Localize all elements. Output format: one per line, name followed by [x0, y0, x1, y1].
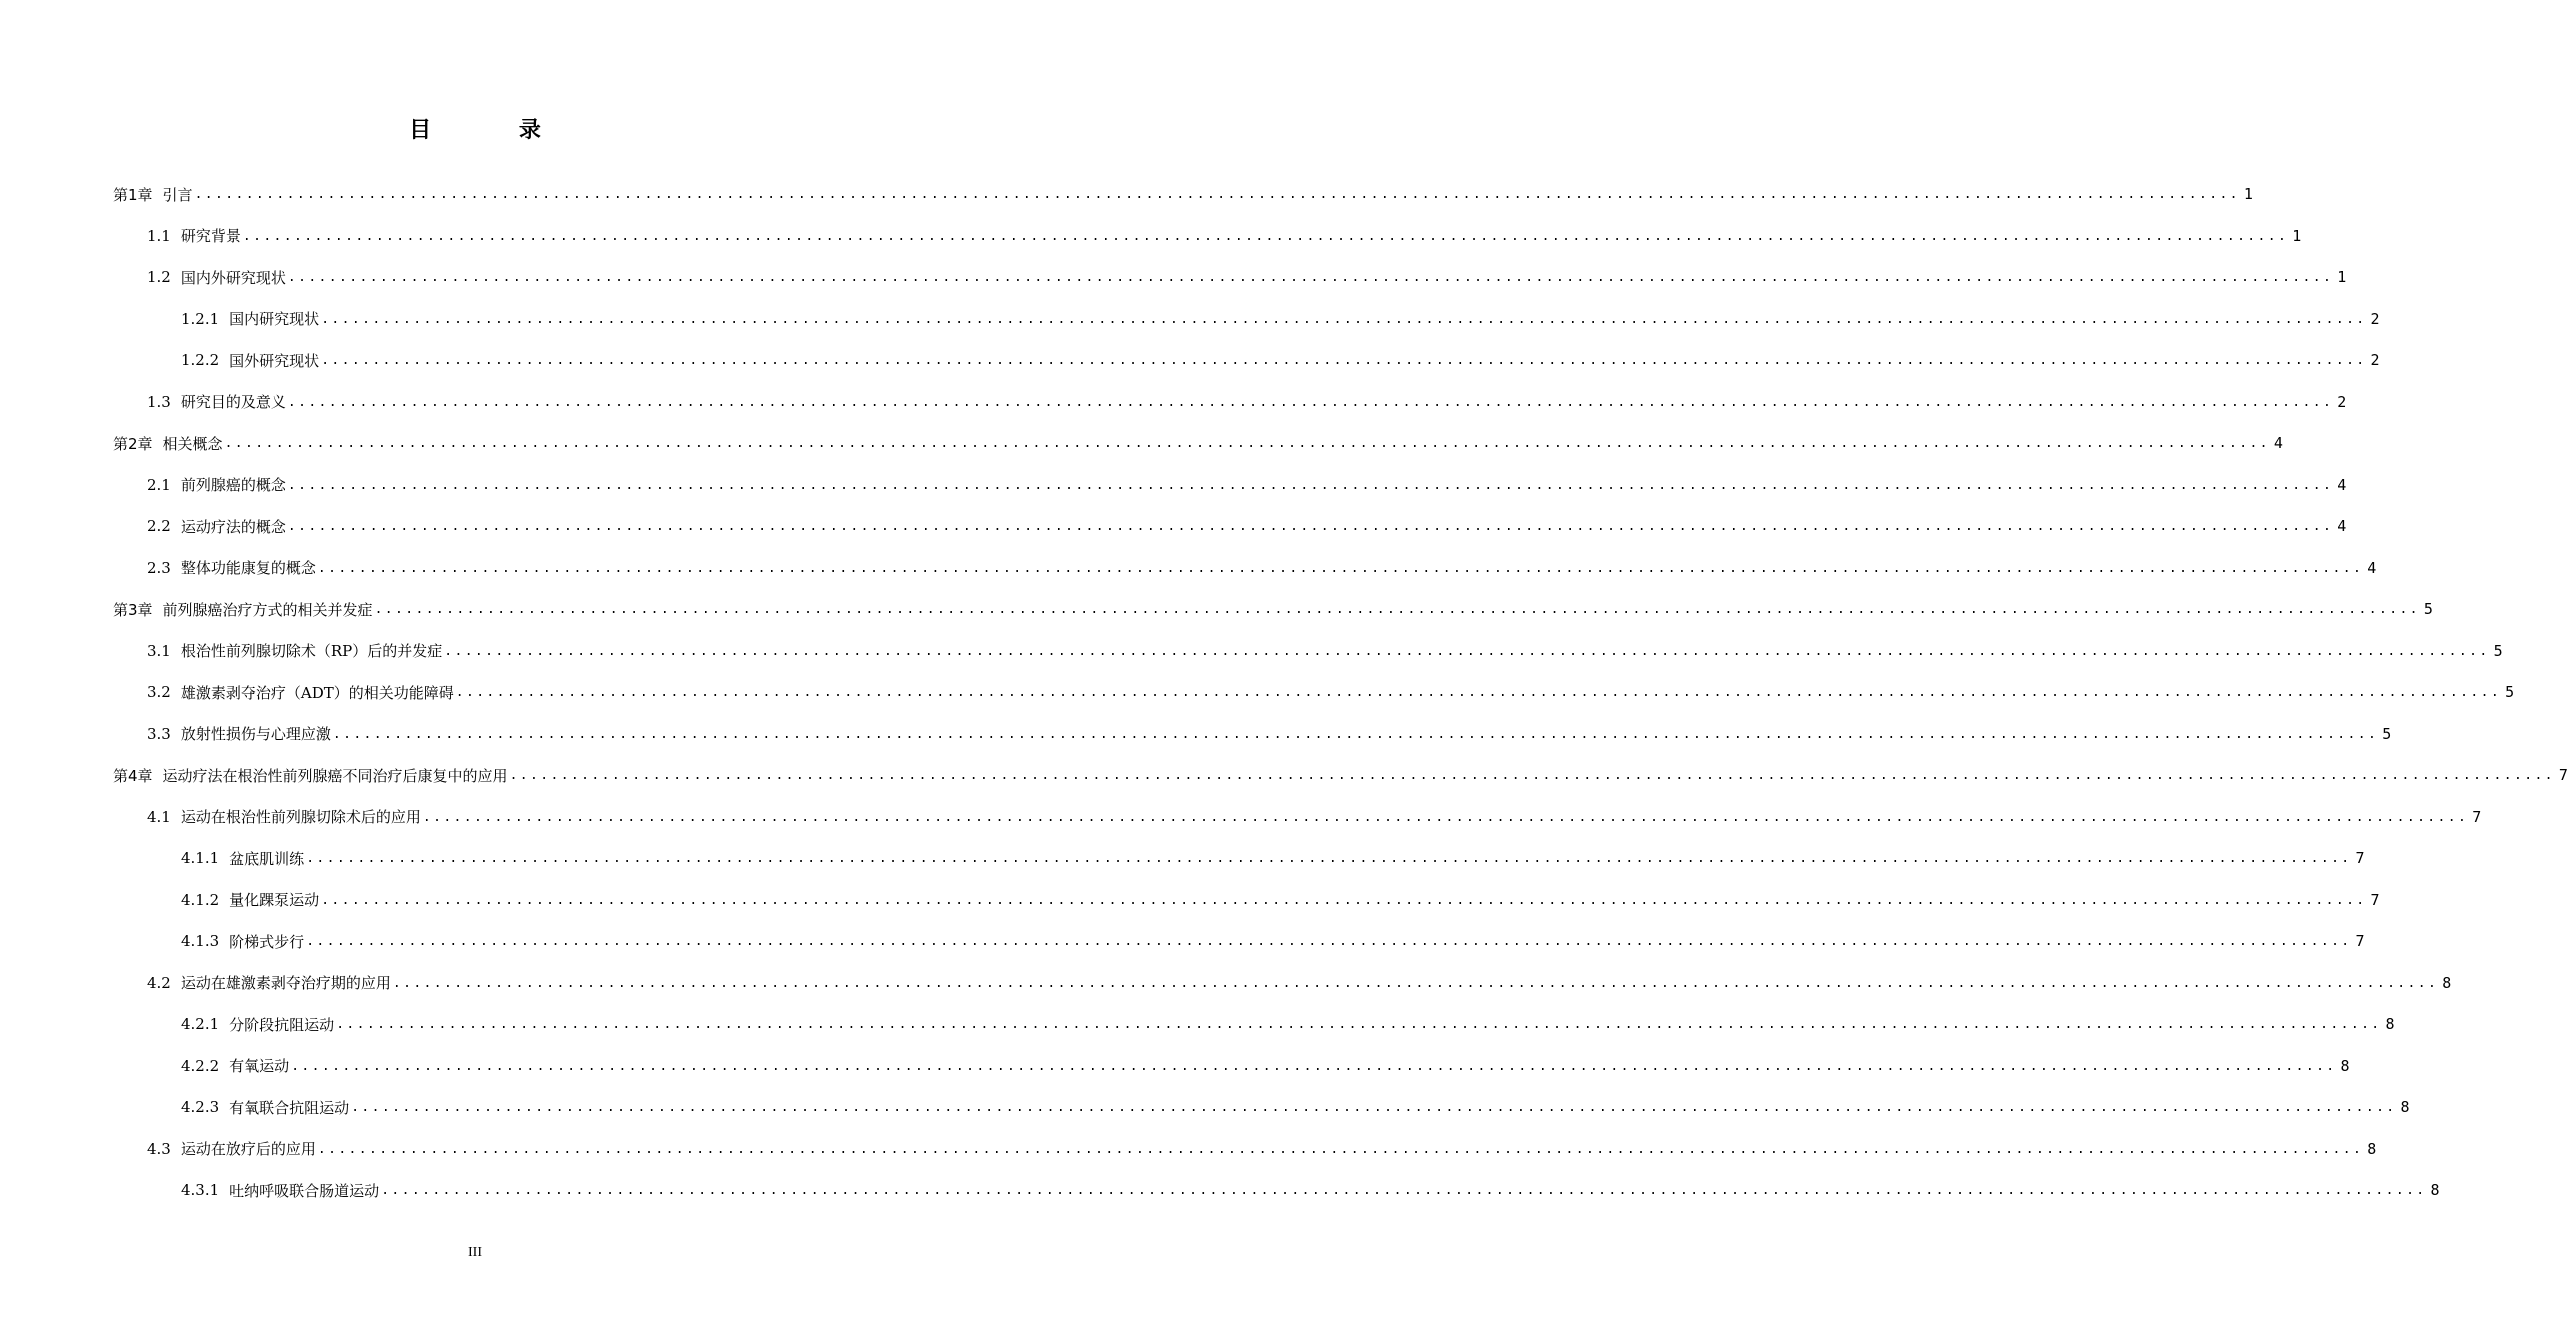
- toc-entry-title: 前列腺癌治疗方式的相关并发症: [162, 600, 373, 619]
- toc-entry-number: 4.1: [147, 807, 171, 826]
- toc-subsection-entry[interactable]: [181, 921, 2365, 961]
- toc-dot-leader: ........................................................................................................................................................................................................: [291, 1058, 2337, 1074]
- toc-entry-number: 4.2.2: [181, 1056, 220, 1075]
- toc-entry-title: 盆底肌训练: [229, 849, 305, 868]
- toc-subsection-entry[interactable]: [181, 1087, 2410, 1127]
- toc-section-entry[interactable]: [147, 465, 2347, 505]
- toc-subsection-entry[interactable]: [181, 299, 2380, 339]
- toc-dot-leader: ........................................................................................................................................................................................................: [306, 851, 2352, 866]
- toc-entry-page: 8: [2442, 973, 2452, 992]
- toc-section-entry[interactable]: [147, 216, 2302, 256]
- toc-entry-number: 1.2.2: [181, 351, 220, 369]
- toc-entry-number: 2.1: [147, 475, 171, 494]
- toc-entry-title: 量化踝泵运动: [229, 891, 320, 909]
- toc-section-entry[interactable]: [147, 257, 2347, 297]
- toc-dot-leader: ........................................................................................................................................................................................................: [306, 934, 2352, 949]
- toc-dot-leader: ........................................................................................................................................................................................................: [287, 270, 2334, 285]
- toc-entry-title: 放射性损伤与心理应激: [180, 725, 331, 743]
- toc-subsection-entry[interactable]: [181, 880, 2380, 920]
- toc-dot-leader: ........................................................................................................................................................................................................: [332, 726, 2379, 742]
- toc-entry-page: 7: [2355, 849, 2365, 867]
- toc-entry-number: 第2章: [113, 434, 153, 453]
- toc-entry-number: 4.2: [147, 973, 171, 992]
- toc-dot-leader: ........................................................................................................................................................................................................: [374, 602, 2420, 617]
- toc-section-entry[interactable]: [147, 797, 2482, 837]
- toc-chapter-entry[interactable]: [113, 174, 2253, 214]
- toc-section-entry[interactable]: [147, 672, 2515, 712]
- toc-entry-page: 8: [2340, 1056, 2350, 1075]
- toc-dot-leader: ........................................................................................................................................................................................................: [351, 1100, 2397, 1115]
- toc-entry-page: 2: [2370, 351, 2380, 369]
- toc-entry-number: 3.3: [147, 724, 171, 743]
- toc-entry-title: 运动疗法的概念: [180, 517, 286, 536]
- toc-entry-title: 运动在放疗后的应用: [180, 1140, 316, 1158]
- toc-entry-page: 5: [2423, 600, 2433, 618]
- toc-entry-title: 国内研究现状: [229, 310, 320, 328]
- toc-entry-page: 8: [2430, 1181, 2440, 1199]
- toc-entry-title: 阶梯式步行: [229, 932, 305, 951]
- toc-subsection-entry[interactable]: [181, 1046, 2350, 1086]
- toc-entry-page: 7: [2355, 932, 2365, 950]
- toc-entry-number: 4.2.1: [181, 1015, 220, 1033]
- toc-entry-title: 前列腺癌的概念: [180, 476, 286, 494]
- toc-entry-title: 整体功能康复的概念: [180, 559, 316, 577]
- toc-dot-leader: ........................................................................................................................................................................................................: [321, 892, 2367, 908]
- page-title: 目 录: [409, 118, 581, 143]
- toc-entry-title: 研究背景: [180, 227, 241, 245]
- toc-entry-number: 4.2.3: [181, 1098, 220, 1116]
- toc-dot-leader: ........................................................................................................................................................................................................: [509, 768, 2555, 783]
- toc-entry-page: 2: [2337, 392, 2347, 411]
- toc-entry-page: 7: [2472, 807, 2482, 826]
- toc-dot-leader: ........................................................................................................................................................................................................: [287, 477, 2334, 493]
- toc-entry-title: 吐纳呼吸联合肠道运动: [229, 1181, 380, 1200]
- toc-entry-page: 5: [2382, 724, 2392, 743]
- toc-section-entry[interactable]: [147, 714, 2392, 754]
- toc-dot-leader: ........................................................................................................................................................................................................: [422, 809, 2469, 825]
- toc-entry-title: 研究目的及意义: [180, 393, 286, 411]
- toc-entry-title: 相关概念: [162, 434, 223, 453]
- toc-entry-page: 1: [2292, 226, 2302, 245]
- toc-section-entry[interactable]: [147, 548, 2377, 588]
- toc-subsection-entry[interactable]: [181, 1004, 2395, 1044]
- toc-entry-title: 分阶段抗阻运动: [229, 1015, 335, 1034]
- toc-entry-number: 2.3: [147, 558, 171, 577]
- toc-entry-page: 2: [2370, 309, 2380, 328]
- toc-chapter-entry[interactable]: [113, 423, 2283, 463]
- toc-section-entry[interactable]: [147, 1129, 2377, 1169]
- toc-subsection-entry[interactable]: [181, 838, 2365, 878]
- toc-dot-leader: ........................................................................................................................................................................................................: [317, 1141, 2364, 1157]
- toc-entry-page: 5: [2493, 641, 2503, 660]
- toc-entry-number: 4.1.3: [181, 932, 220, 950]
- toc-section-entry[interactable]: [147, 382, 2347, 422]
- toc-entry-page: 5: [2505, 683, 2515, 701]
- toc-dot-leader: ........................................................................................................................................................................................................: [392, 975, 2439, 991]
- toc-entry-title: 引言: [162, 185, 193, 204]
- toc-subsection-entry[interactable]: [181, 1170, 2440, 1210]
- toc-entry-page: 7: [2370, 890, 2380, 909]
- toc-entry-page: 1: [2243, 185, 2253, 203]
- toc-entry-number: 4.3.1: [181, 1181, 220, 1199]
- toc-entry-page: 7: [2558, 766, 2568, 784]
- toc-dot-leader: ........................................................................................................................................................................................................: [455, 685, 2502, 700]
- toc-dot-leader: ........................................................................................................................................................................................................: [224, 436, 2270, 451]
- toc-dot-leader: ........................................................................................................................................................................................................: [321, 353, 2367, 368]
- toc-section-entry[interactable]: [147, 506, 2347, 546]
- toc-dot-leader: ........................................................................................................................................................................................................: [444, 643, 2490, 659]
- toc-entry-page: 4: [2337, 517, 2347, 535]
- toc-entry-number: 4.1.1: [181, 849, 220, 867]
- toc-dot-leader: ........................................................................................................................................................................................................: [381, 1183, 2427, 1198]
- toc-entry-page: 4: [2273, 434, 2283, 452]
- toc-entry-title: 国外研究现状: [229, 351, 320, 370]
- toc-entry-number: 4.3: [147, 1139, 171, 1158]
- toc-dot-leader: ........................................................................................................................................................................................................: [287, 519, 2334, 534]
- toc-entry-title: 根治性前列腺切除术（RP）后的并发症: [180, 642, 443, 660]
- toc-entry-number: 第4章: [113, 766, 153, 785]
- toc-entry-title: 运动疗法在根治性前列腺癌不同治疗后康复中的应用: [162, 766, 508, 785]
- toc-entry-number: 3.1: [147, 641, 171, 660]
- toc-section-entry[interactable]: [147, 631, 2503, 671]
- toc-entry-title: 国内外研究现状: [180, 268, 286, 287]
- toc-entry-number: 4.1.2: [181, 890, 220, 909]
- toc-dot-leader: ........................................................................................................................................................................................................: [336, 1017, 2382, 1032]
- toc-entry-title: 雄激素剥夺治疗（ADT）的相关功能障碍: [180, 683, 454, 702]
- toc-dot-leader: ........................................................................................................................................................................................................: [242, 228, 2289, 244]
- toc-entry-title: 有氧运动: [229, 1057, 290, 1075]
- toc-subsection-entry[interactable]: [181, 340, 2380, 380]
- toc-entry-title: 运动在雄激素剥夺治疗期的应用: [180, 974, 391, 992]
- toc-entry-number: 1.2: [147, 268, 171, 286]
- toc-entry-title: 有氧联合抗阻运动: [229, 1098, 350, 1117]
- toc-chapter-entry[interactable]: [113, 755, 2568, 795]
- toc-entry-number: 1.2.1: [181, 309, 220, 328]
- toc-section-entry[interactable]: [147, 963, 2452, 1003]
- toc-entry-number: 1.1: [147, 226, 171, 245]
- toc-entry-page: 1: [2337, 268, 2347, 286]
- toc-entry-page: 4: [2367, 558, 2377, 577]
- toc-entry-page: 8: [2367, 1139, 2377, 1158]
- page-number-footer: III: [468, 1245, 482, 1260]
- toc-chapter-entry[interactable]: [113, 589, 2433, 629]
- toc-entry-number: 第1章: [113, 185, 153, 204]
- toc-entry-page: 4: [2337, 475, 2347, 494]
- toc-dot-leader: ........................................................................................................................................................................................................: [194, 187, 2240, 202]
- toc-entry-number: 第3章: [113, 600, 153, 619]
- toc-dot-leader: ........................................................................................................................................................................................................: [317, 560, 2364, 576]
- toc-entry-page: 8: [2385, 1015, 2395, 1033]
- toc-dot-leader: ........................................................................................................................................................................................................: [287, 394, 2334, 410]
- toc-dot-leader: ........................................................................................................................................................................................................: [321, 311, 2367, 327]
- toc-entry-page: 8: [2400, 1098, 2410, 1116]
- toc-entry-number: 2.2: [147, 517, 171, 535]
- toc-entry-number: 1.3: [147, 392, 171, 411]
- toc-entry-title: 运动在根治性前列腺切除术后的应用: [180, 808, 421, 826]
- toc-entry-number: 3.2: [147, 683, 171, 701]
